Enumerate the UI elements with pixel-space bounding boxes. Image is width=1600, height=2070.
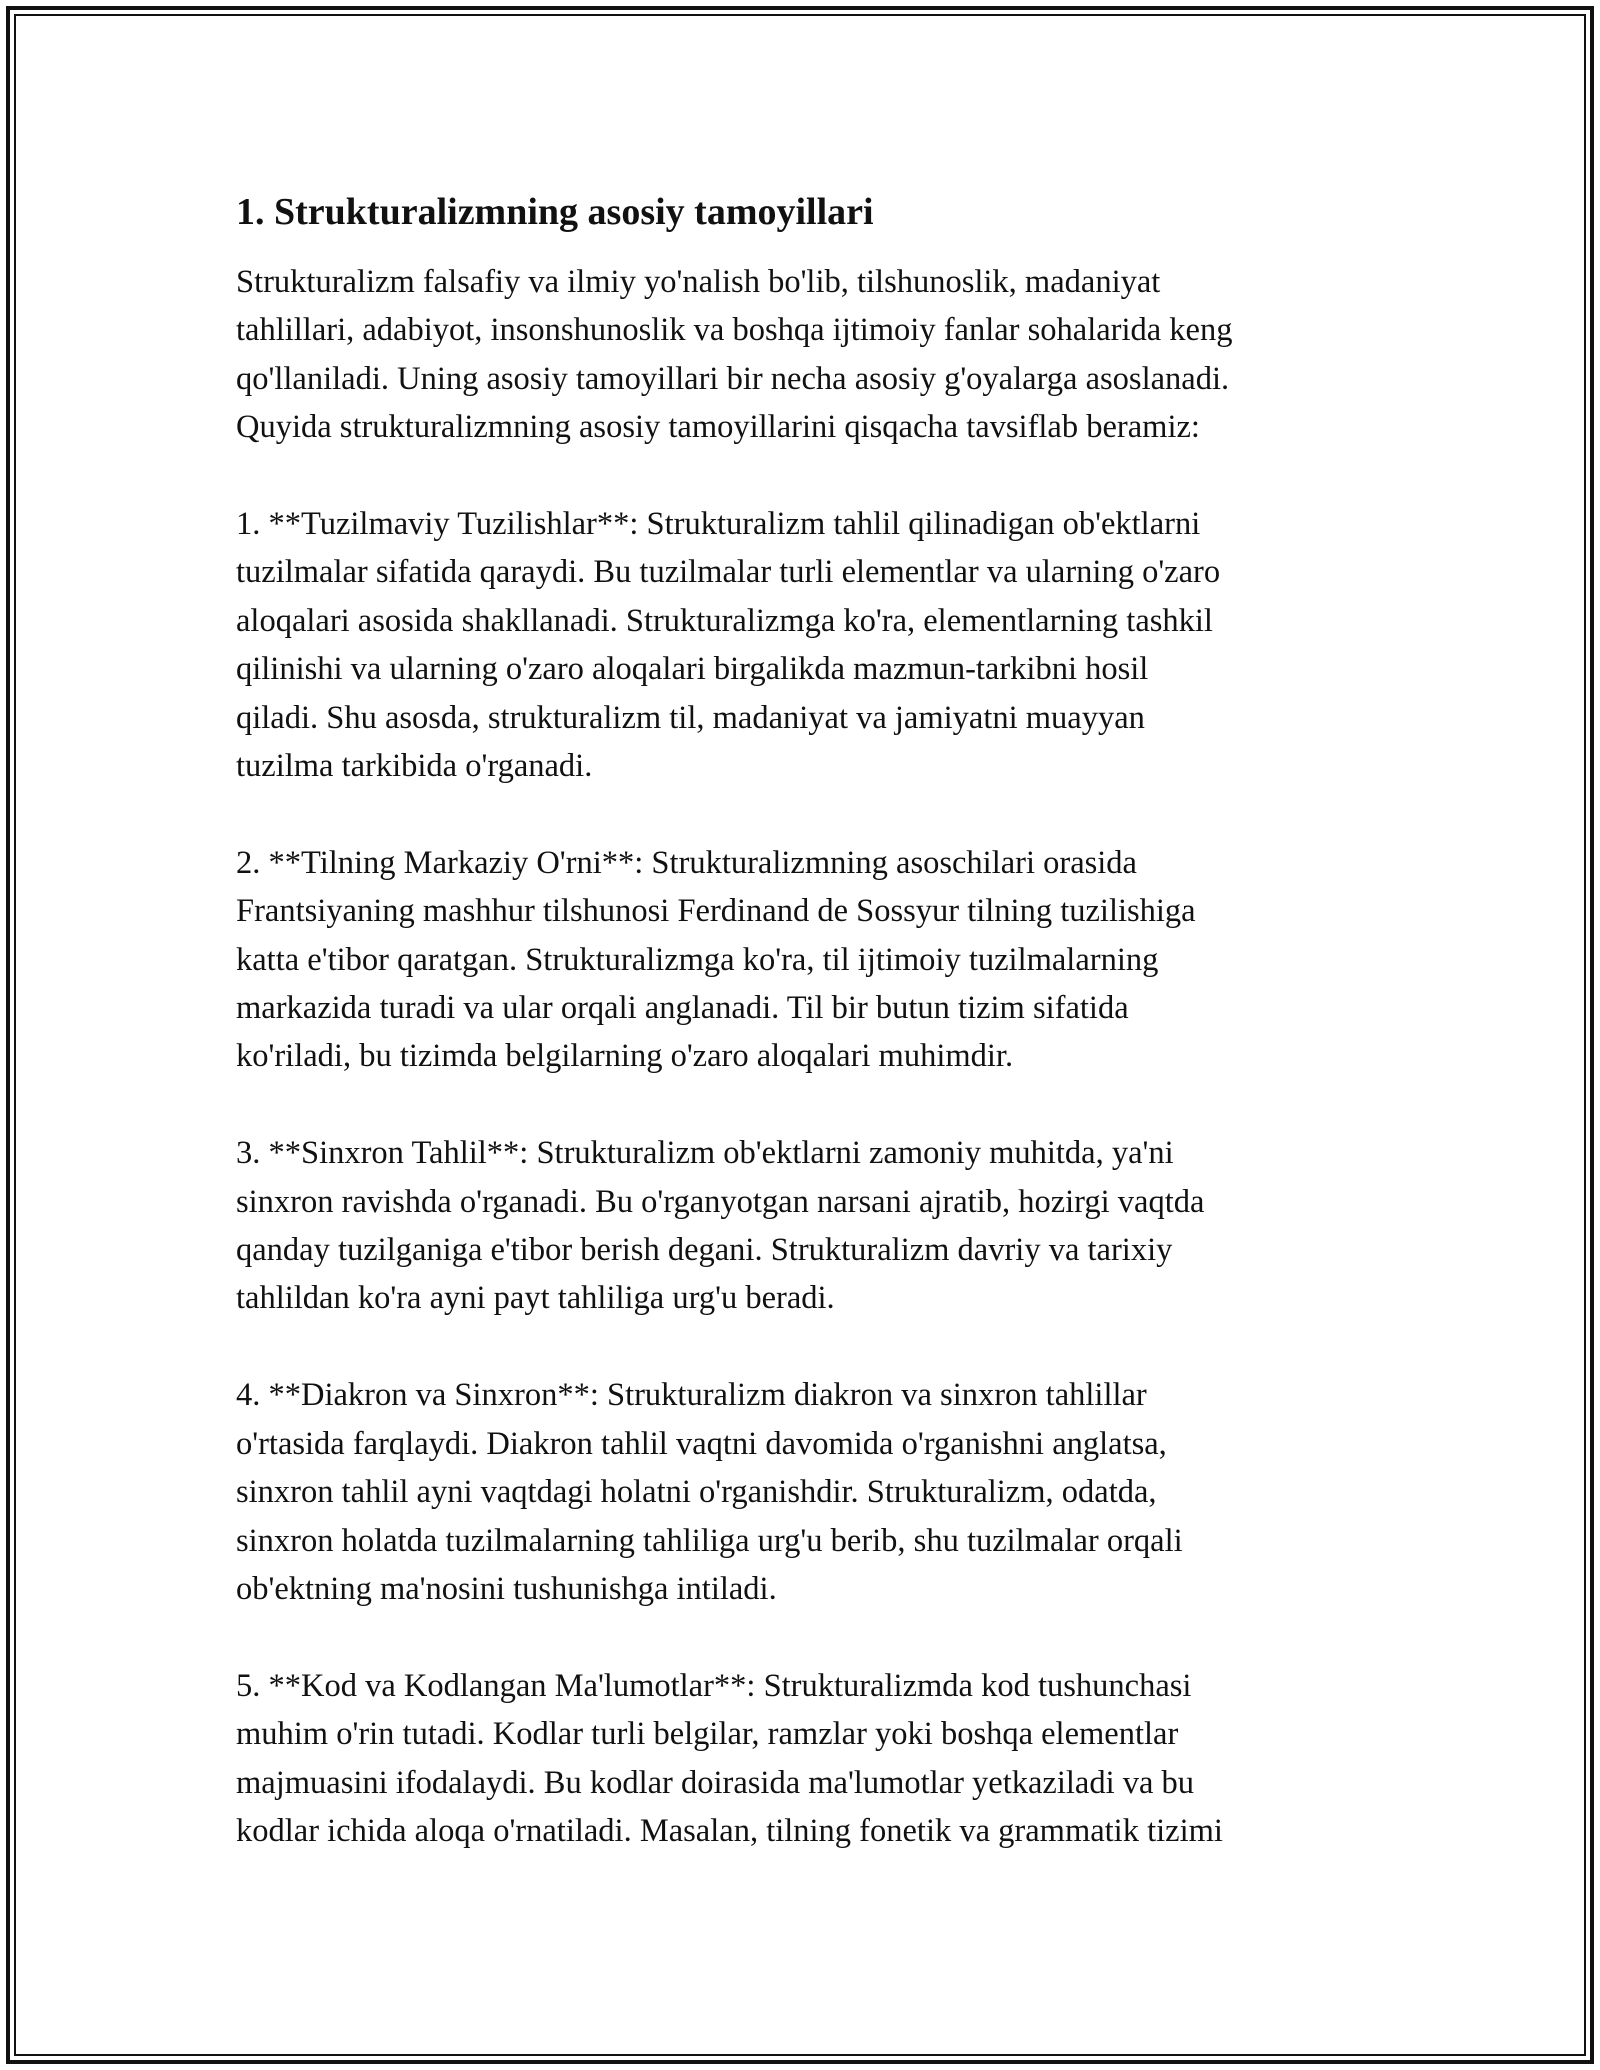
text-line: qo'llaniladi. Uning asosiy tamoyillari bir necha asosiy g'oyalarga asoslanadi.	[236, 360, 1230, 397]
text-line: muhim o'rin tutadi. Kodlar turli belgilar, ramzlar yoki boshqa elementlar	[236, 1716, 1179, 1753]
text-line: sinxron ravishda o'rganadi. Bu o'rganyotgan narsani ajratib, hozirgi vaqtda	[236, 1183, 1205, 1220]
text-line: ko'riladi, bu tizimda belgilarning o'zaro aloqalari muhimdir.	[236, 1038, 1014, 1075]
principle-4-paragraph	[236, 1371, 1376, 1613]
text-line: 2. **Tilning Markaziy O'rni**: Strukturalizmning asoschilari orasida	[236, 844, 1137, 881]
principle-2-paragraph	[236, 839, 1376, 1081]
text-line: sinxron tahlil ayni vaqtdagi holatni o'rganishdir. Strukturalizm, odatda,	[236, 1474, 1157, 1511]
text-line: sinxron holatda tuzilmalarning tahliliga urg'u berib, shu tuzilmalar orqali	[236, 1522, 1183, 1559]
text-line: 3. **Sinxron Tahlil**: Strukturalizm ob'ektlarni zamoniy muhitda, ya'ni	[236, 1135, 1174, 1172]
section-heading: 1. Strukturalizmning asosiy tamoyillari	[236, 191, 874, 233]
principle-3-paragraph	[236, 1129, 1376, 1323]
text-line: Frantsiyaning mashhur tilshunosi Ferdinand de Sossyur tilning tuzilishiga	[236, 893, 1196, 930]
text-line: majmuasini ifodalaydi. Bu kodlar doirasida ma'lumotlar yetkaziladi va bu	[236, 1764, 1195, 1801]
principle-1-paragraph	[236, 500, 1376, 790]
text-line: 1. **Tuzilmaviy Tuzilishlar**: Strukturalizm tahlil qilinadigan ob'ektlarni	[236, 506, 1201, 543]
document-body	[236, 188, 1376, 1904]
text-line: tuzilmalar sifatida qaraydi. Bu tuzilmalar turli elementlar va ularning o'zaro	[236, 554, 1221, 591]
text-line: Quyida strukturalizmning asosiy tamoyillarini qisqacha tavsiflab beramiz:	[236, 409, 1200, 446]
text-line: tuzilma tarkibida o'rganadi.	[236, 748, 593, 785]
text-line: Strukturalizm falsafiy va ilmiy yo'nalish bo'lib, tilshunoslik, madaniyat	[236, 264, 1161, 300]
text-line: ob'ektning ma'nosini tushunishga intiladi.	[236, 1570, 777, 1607]
text-line: tahlildan ko'ra ayni payt tahliliga urg'u beradi.	[236, 1280, 835, 1317]
intro-paragraph	[236, 258, 1376, 452]
text-line: qanday tuzilganiga e'tibor berish degani. Strukturalizm davriy va tarixiy	[236, 1232, 1173, 1269]
text-line: tahlillari, adabiyot, insonshunoslik va boshqa ijtimoiy fanlar sohalarida keng	[236, 312, 1233, 349]
text-line: 5. **Kod va Kodlangan Ma'lumotlar**: Strukturalizmda kod tushunchasi	[236, 1667, 1192, 1704]
text-line: kodlar ichida aloqa o'rnatiladi. Masalan, tilning fonetik va grammatik tizimi	[236, 1812, 1223, 1849]
text-line: 4. **Diakron va Sinxron**: Strukturalizm diakron va sinxron tahlillar	[236, 1377, 1147, 1414]
text-line: qiladi. Shu asosda, strukturalizm til, madaniyat va jamiyatni muayyan	[236, 699, 1145, 736]
principle-5-paragraph	[236, 1662, 1376, 1856]
text-line: o'rtasida farqlaydi. Diakron tahlil vaqtni davomida o'rganishni anglatsa,	[236, 1425, 1167, 1462]
text-line: katta e'tibor qaratgan. Strukturalizmga ko'ra, til ijtimoiy tuzilmalarning	[236, 941, 1159, 978]
text-line: qilinishi va ularning o'zaro aloqalari birgalikda mazmun-tarkibni hosil	[236, 651, 1149, 688]
text-line: markazida turadi va ular orqali anglanadi. Til bir butun tizim sifatida	[236, 990, 1129, 1027]
text-line: aloqalari asosida shakllanadi. Strukturalizmga ko'ra, elementlarning tashkil	[236, 602, 1213, 639]
